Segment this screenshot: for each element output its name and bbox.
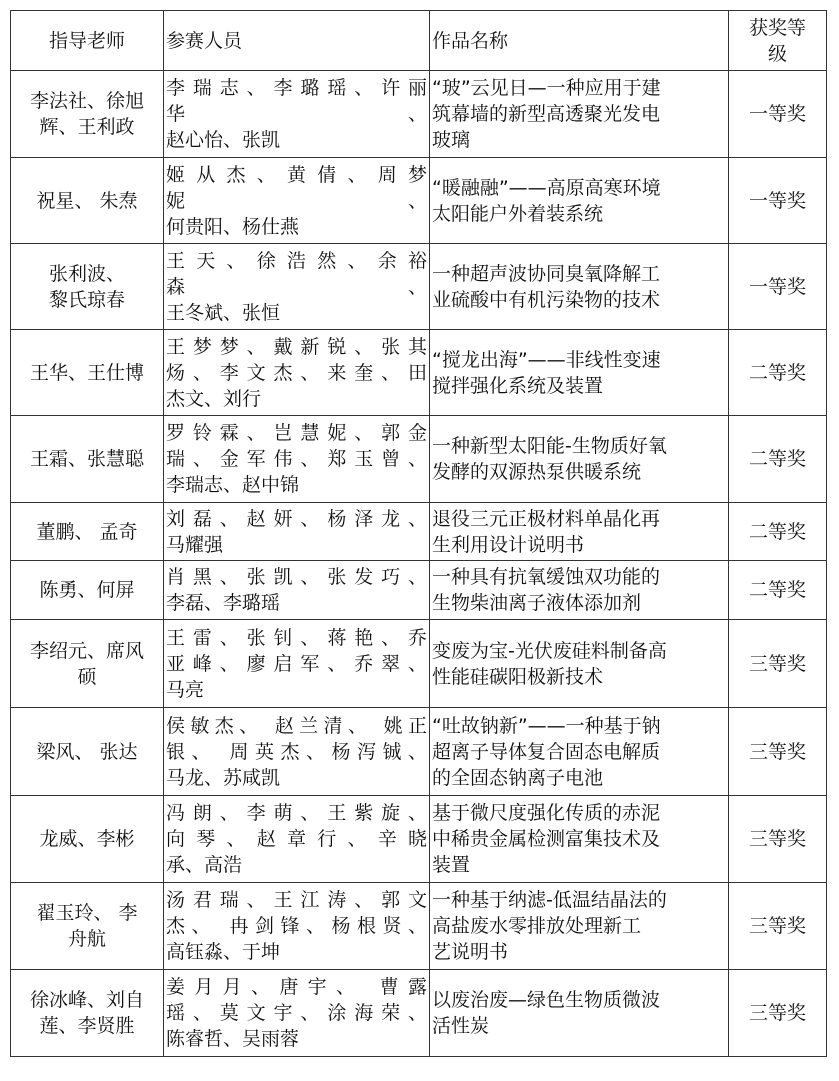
work-cell-line: 以废治废—绿色生物质微波 xyxy=(432,989,661,1011)
work-cell-line: 超离子导体复合固态电解质 xyxy=(432,740,661,763)
grade-cell: 三等奖 xyxy=(729,883,827,970)
members-cell-line: 李瑞志、李璐瑶、许丽 xyxy=(166,77,427,99)
teacher-cell-line: 徐冰峰、刘自 xyxy=(29,989,144,1011)
members-cell-line: 陈睿哲、吴雨蓉 xyxy=(166,1028,300,1050)
grade-cell: 三等奖 xyxy=(729,620,827,708)
members-cell-line: 杰文、刘行 xyxy=(166,387,262,410)
header-grade-line: 级 xyxy=(767,42,787,65)
header-row xyxy=(11,11,827,71)
table-row xyxy=(11,620,827,708)
header-members: 参赛人员 xyxy=(164,11,430,71)
teacher-cell-line: 硕 xyxy=(77,665,97,688)
teacher-cell-line: 祝星、 朱焘 xyxy=(36,189,138,212)
work-cell-line: 退役三元正极材料单晶化再 xyxy=(432,507,661,530)
table-row xyxy=(11,416,827,503)
work-cell-line: 艺说明书 xyxy=(432,941,509,963)
grade-cell: 二等奖 xyxy=(729,416,827,503)
table-row xyxy=(11,244,827,330)
members-cell-line: 王雷、张钊、蒋艳、乔 xyxy=(166,626,427,649)
members-cell-line: 姬从杰、黄倩、周梦 xyxy=(166,163,427,186)
teacher-cell xyxy=(11,796,164,883)
members-cell-line: 李瑞志、赵中锦 xyxy=(166,474,300,496)
work-cell-line: 发酵的双源热泵供暖系统 xyxy=(432,461,642,483)
members-cell-line: 华、 xyxy=(166,103,427,125)
teacher-cell-line: 龙威、李彬 xyxy=(39,828,135,850)
teacher-cell xyxy=(11,503,164,561)
work-cell-line: 一种基于纳滤-低温结晶法的 xyxy=(432,889,667,911)
table-body xyxy=(11,71,827,1057)
members-cell-line: 银、 周英杰、杨泻铖、 xyxy=(166,740,427,763)
teacher-cell-line: 李绍元、席风 xyxy=(29,639,144,662)
grade-cell: 二等奖 xyxy=(729,330,827,416)
table-row xyxy=(11,158,827,244)
members-cell-line: 妮、 xyxy=(166,189,427,212)
teacher-cell-line: 董鹏、 孟奇 xyxy=(36,520,138,543)
members-cell-line: 高钰淼、于坤 xyxy=(166,941,281,963)
teacher-cell xyxy=(11,708,164,796)
work-cell xyxy=(430,708,729,796)
members-cell xyxy=(164,796,430,883)
work-cell xyxy=(430,71,729,158)
work-cell-line: 性能硅碳阳极新技术 xyxy=(432,665,604,688)
work-cell-line: 中稀贵金属检测富集技术及 xyxy=(432,828,661,850)
work-cell xyxy=(430,796,729,883)
members-cell-line: 马亮 xyxy=(166,678,205,701)
work-cell-line: 装置 xyxy=(432,854,471,876)
members-cell-line: 冯朗、李萌、王紫旋、 xyxy=(166,802,427,824)
teacher-cell-line: 张利波、 xyxy=(48,262,125,285)
members-cell-line: 亚峰、廖启军、乔翠、 xyxy=(166,652,427,675)
table-row xyxy=(11,708,827,796)
work-cell-line: 筑幕墙的新型高透聚光发电 xyxy=(432,103,661,125)
work-cell-line: 基于微尺度强化传质的赤泥 xyxy=(432,802,661,824)
work-cell xyxy=(430,416,729,503)
table-row xyxy=(11,330,827,416)
work-cell xyxy=(430,503,729,561)
members-cell-line: 肖黑、张凯、张发巧、 xyxy=(166,566,427,588)
work-cell xyxy=(430,970,729,1057)
teacher-cell-line: 翟玉玲、 李 xyxy=(36,902,138,924)
work-cell-line: 生物柴油离子液体添加剂 xyxy=(432,592,642,614)
members-cell xyxy=(164,330,430,416)
table-row xyxy=(11,883,827,970)
header-grade-line: 获奖等 xyxy=(748,16,806,39)
members-cell-line: 向琴、赵章行、辛晓 xyxy=(166,828,427,850)
header-teacher: 指导老师 xyxy=(11,11,164,71)
members-cell-line: 马龙、苏咸凯 xyxy=(166,766,281,789)
teacher-cell xyxy=(11,620,164,708)
members-cell xyxy=(164,71,430,158)
teacher-cell-line: 王霜、张慧聪 xyxy=(29,448,144,470)
members-cell xyxy=(164,503,430,561)
members-cell-line: 森、 xyxy=(166,275,427,298)
members-cell-line: 汤君瑞、王江涛、郭文 xyxy=(166,889,427,911)
table-row xyxy=(11,561,827,620)
teacher-cell xyxy=(11,71,164,158)
work-cell xyxy=(430,330,729,416)
work-cell-line: “玻”云见日—一种应用于建 xyxy=(432,77,661,99)
table-row xyxy=(11,503,827,561)
work-cell-line: 一种具有抗氧缓蚀双功能的 xyxy=(432,566,661,588)
members-cell-line: 王梦梦、戴新锐、张其 xyxy=(166,335,427,358)
members-cell xyxy=(164,708,430,796)
members-cell xyxy=(164,416,430,503)
teacher-cell-line: 王华、王仕博 xyxy=(29,361,144,384)
teacher-cell-line: 陈勇、何屏 xyxy=(39,579,135,601)
work-cell xyxy=(430,561,729,620)
teacher-cell xyxy=(11,883,164,970)
members-cell-line: 何贵阳、杨仕燕 xyxy=(166,215,300,238)
table-row xyxy=(11,970,827,1057)
teacher-cell-line: 辉、王利政 xyxy=(39,116,135,138)
work-cell-line: 太阳能户外着装系统 xyxy=(432,202,604,225)
teacher-cell xyxy=(11,330,164,416)
work-cell-line: 生利用设计说明书 xyxy=(432,533,585,556)
members-cell-line: 李磊、李璐瑶 xyxy=(166,592,281,614)
work-cell-line: 玻璃 xyxy=(432,129,471,151)
members-cell-line: 瑶、莫文宇、涂海荣、 xyxy=(166,1002,427,1024)
teacher-cell-line: 舟航 xyxy=(67,928,106,950)
teacher-cell xyxy=(11,561,164,620)
work-cell-line: 一种超声波协同臭氧降解工 xyxy=(432,262,661,285)
teacher-cell-line: 李法社、徐旭 xyxy=(29,90,144,112)
members-cell xyxy=(164,561,430,620)
members-cell-line: 杰、 冉剑锋、杨根贤、 xyxy=(166,915,427,937)
teacher-cell xyxy=(11,970,164,1057)
grade-cell: 二等奖 xyxy=(729,503,827,561)
grade-cell: 一等奖 xyxy=(729,71,827,158)
table-row xyxy=(11,71,827,158)
work-cell-line: 活性炭 xyxy=(432,1015,490,1037)
members-cell-line: 炀、李文杰、来奎、田 xyxy=(166,361,427,384)
members-cell-line: 罗铃霖、岂慧妮、郭金 xyxy=(166,422,427,444)
members-cell-line: 王冬斌、张恒 xyxy=(166,301,281,324)
members-cell-line: 姜月月、唐宇、 曹露 xyxy=(166,976,427,998)
work-cell xyxy=(430,883,729,970)
work-cell-line: 高盐废水零排放处理新工 xyxy=(432,915,642,937)
work-cell-line: “暖融融”——高原高寒环境 xyxy=(432,176,661,199)
work-cell-line: 搅拌强化系统及装置 xyxy=(432,374,604,397)
members-cell-line: 王天、徐浩然、余裕 xyxy=(166,249,427,272)
teacher-cell-line: 黎氏琼春 xyxy=(48,288,125,311)
work-cell xyxy=(430,620,729,708)
grade-cell: 三等奖 xyxy=(729,796,827,883)
header-grade xyxy=(729,11,827,71)
work-cell-line: 业硫酸中有机污染物的技术 xyxy=(432,288,661,311)
grade-cell: 三等奖 xyxy=(729,708,827,796)
teacher-cell xyxy=(11,416,164,503)
grade-cell: 二等奖 xyxy=(729,561,827,620)
awards-table xyxy=(10,10,827,1057)
grade-cell: 一等奖 xyxy=(729,244,827,330)
grade-cell: 一等奖 xyxy=(729,158,827,244)
members-cell-line: 赵心怡、张凯 xyxy=(166,129,281,151)
work-cell xyxy=(430,244,729,330)
teacher-cell xyxy=(11,244,164,330)
work-cell-line: 一种新型太阳能-生物质好氧 xyxy=(432,435,667,457)
members-cell-line: 刘磊、赵妍、杨泽龙、 xyxy=(166,507,427,530)
teacher-cell xyxy=(11,158,164,244)
teacher-cell-line: 莲、李贤胜 xyxy=(39,1015,135,1037)
work-cell-line: 变废为宝-光伏废硅料制备高 xyxy=(432,639,667,662)
work-cell-line: “搅龙出海”——非线性变速 xyxy=(432,348,661,371)
members-cell xyxy=(164,970,430,1057)
table-row xyxy=(11,796,827,883)
header-work: 作品名称 xyxy=(430,11,729,71)
members-cell-line: 马耀强 xyxy=(166,533,224,556)
members-cell-line: 承、高浩 xyxy=(166,854,243,876)
work-cell-line: 的全固态钠离子电池 xyxy=(432,766,604,789)
members-cell-line: 侯敏杰、 赵兰清、 姚正 xyxy=(166,714,427,737)
members-cell xyxy=(164,244,430,330)
members-cell xyxy=(164,620,430,708)
work-cell xyxy=(430,158,729,244)
work-cell-line: “吐故钠新”——一种基于钠 xyxy=(432,714,661,737)
teacher-cell-line: 梁风、 张达 xyxy=(36,740,138,763)
members-cell xyxy=(164,158,430,244)
members-cell xyxy=(164,883,430,970)
grade-cell: 三等奖 xyxy=(729,970,827,1057)
members-cell-line: 瑞、金军伟、郑玉曾、 xyxy=(166,448,427,470)
